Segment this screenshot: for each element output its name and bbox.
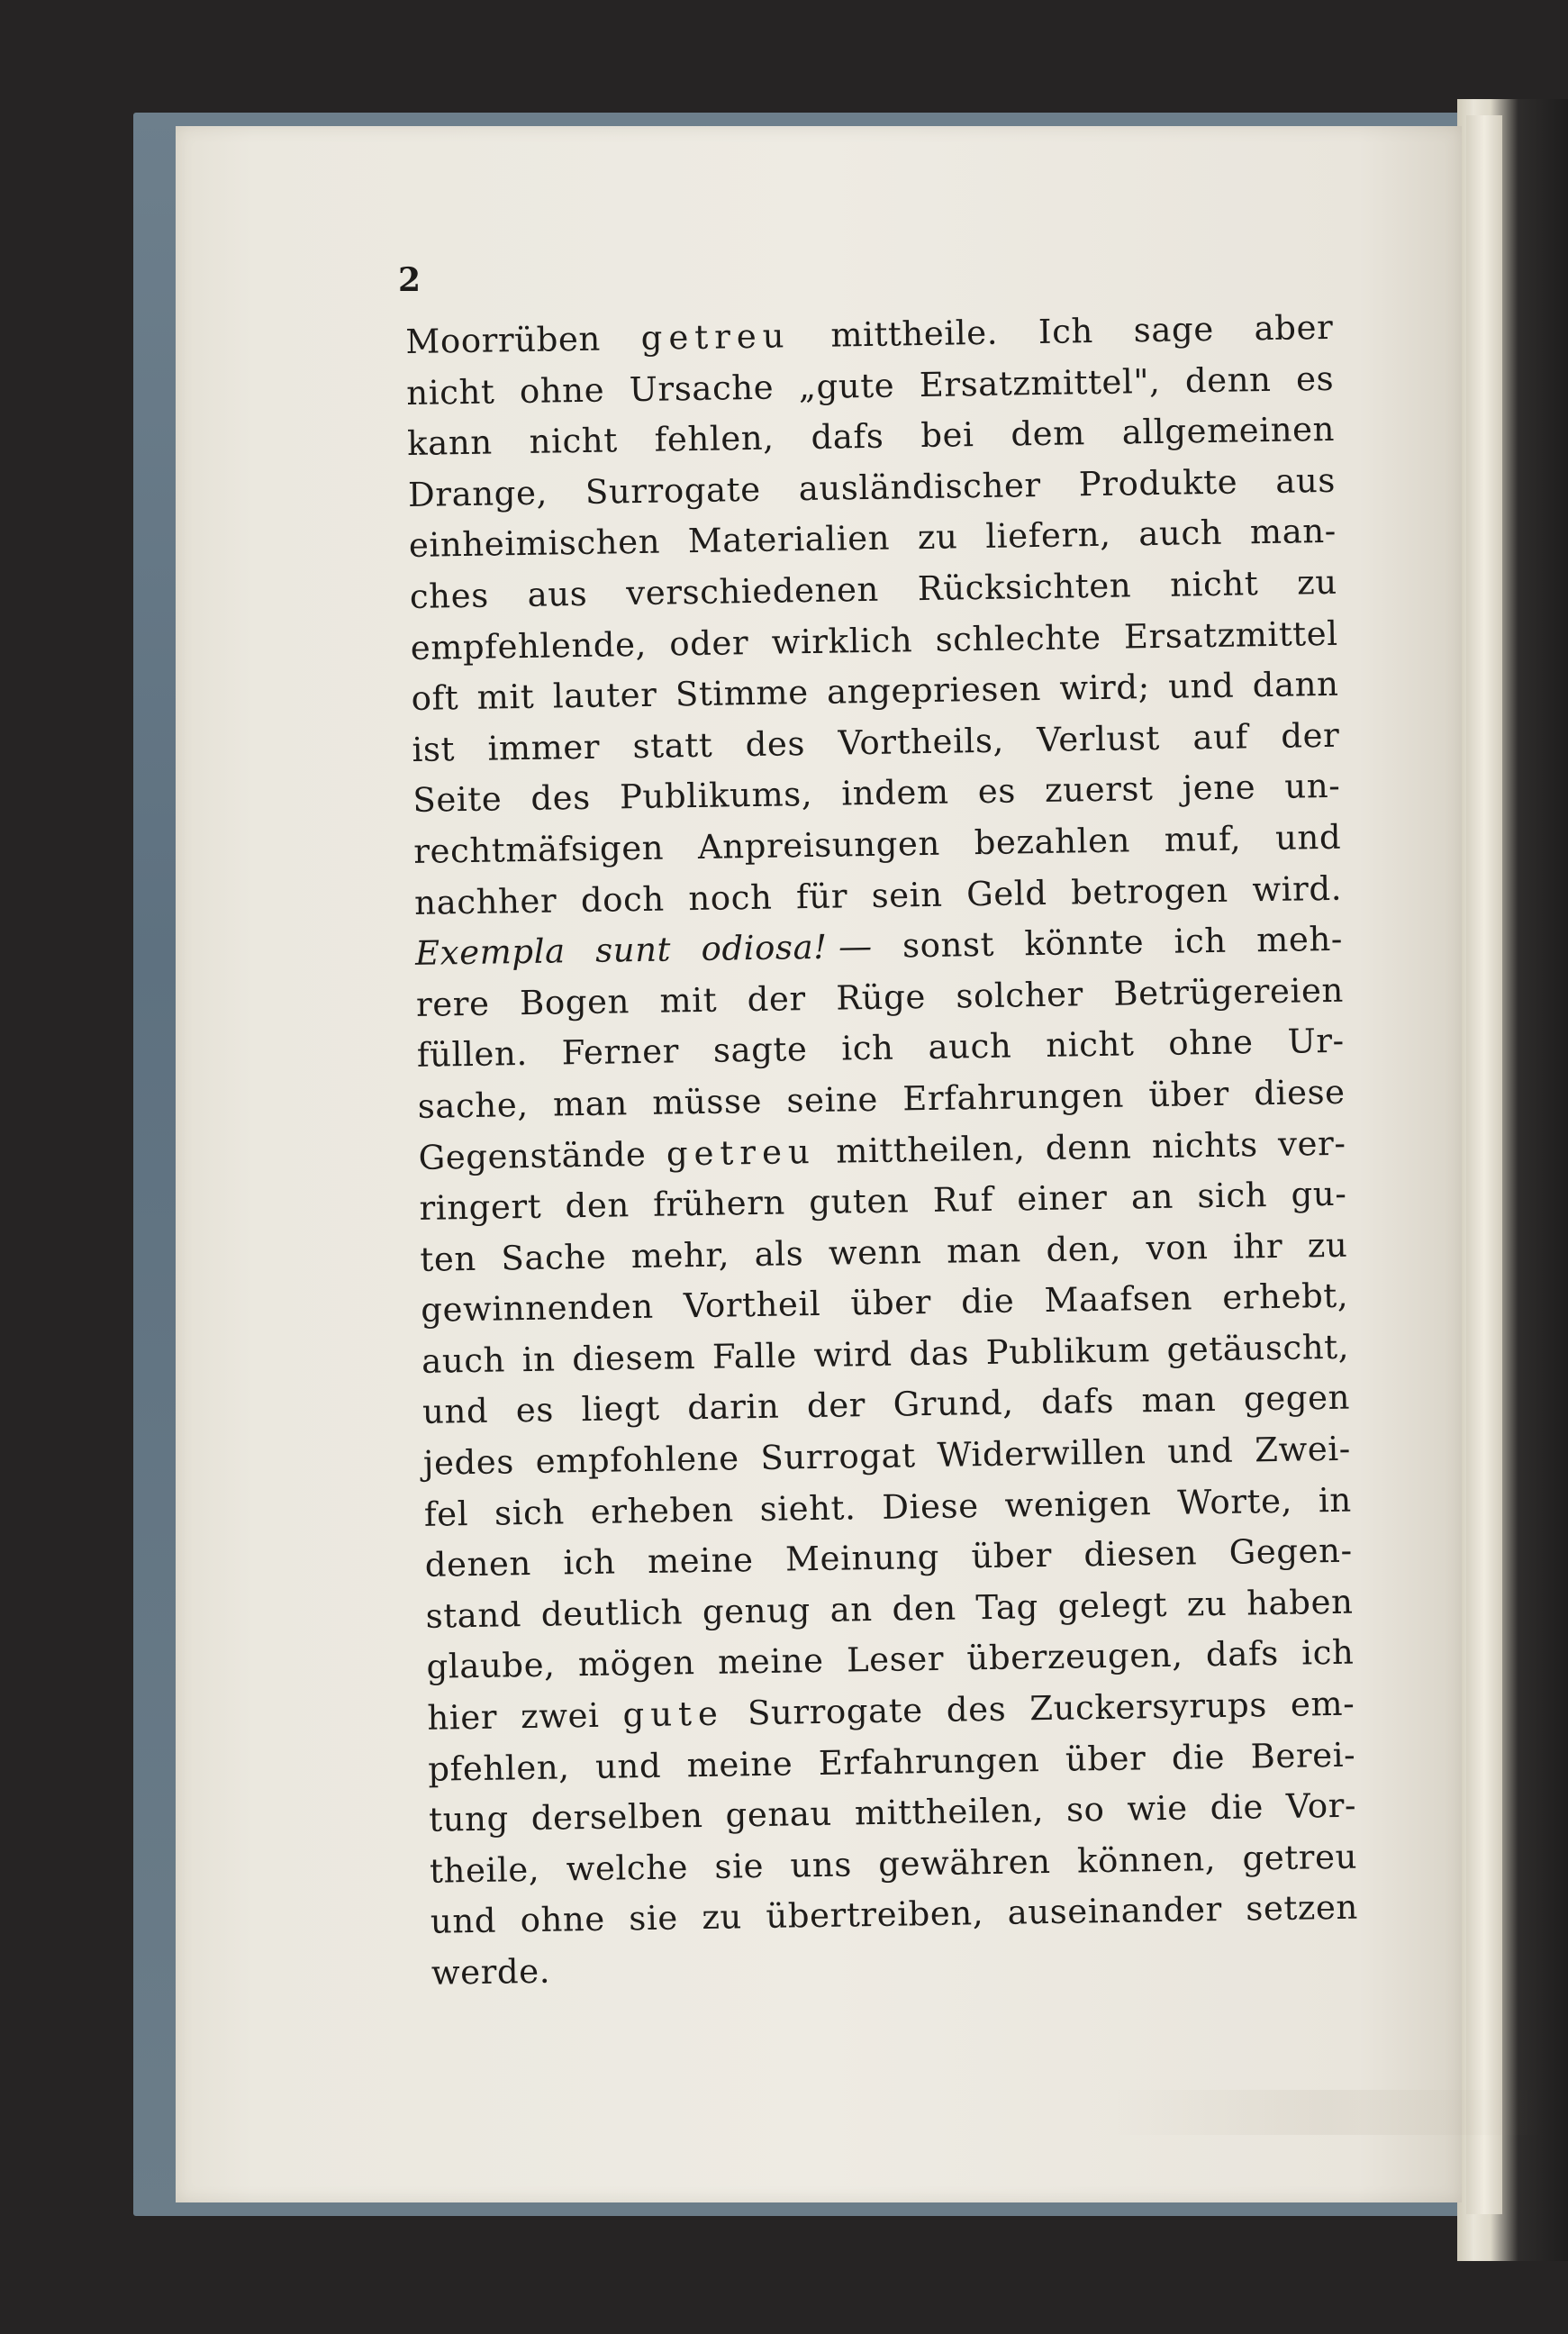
word: Surrogate [585,469,762,512]
word: Moorrüben [405,319,602,361]
word: em- [1290,1684,1355,1724]
word: übertreiben, [766,1894,984,1937]
word: oft [411,678,459,719]
word: Ferner [561,1031,680,1073]
word: und [1274,817,1342,858]
word: Ersatzmittel [1123,613,1338,657]
word: Betrügereien [1113,970,1345,1013]
word: es [515,1391,555,1430]
word: aus [1274,460,1337,501]
word: Gegenstände [418,1134,647,1177]
word: an [1130,1176,1174,1217]
word: es [1295,359,1335,399]
word: Ich [1038,312,1094,351]
word: statt [632,725,713,766]
word: Surrogate [747,1691,924,1733]
word: Ruf [932,1179,994,1221]
word: die [1171,1737,1226,1777]
word: Materialien [687,518,891,561]
word: ist [412,729,456,769]
word: des [745,723,806,764]
word: zu [1296,562,1338,603]
word: bezahlen [974,821,1131,863]
word: nicht [1045,1024,1135,1066]
word: Verlust [1036,718,1161,759]
word: hier [427,1697,498,1738]
word: lauter [552,675,657,716]
word: Vortheil [683,1285,821,1326]
word: ich [841,1028,894,1068]
word: aber [1254,307,1334,349]
word: mehr, [630,1235,730,1276]
word: erheben [590,1490,735,1531]
word: es [977,771,1017,812]
word: denn [1184,359,1272,400]
word: Seite [412,779,503,821]
word: ich [1301,1633,1355,1673]
word: Grund, [893,1384,1014,1425]
word: diesem [571,1337,696,1379]
word: Stimme [675,673,809,714]
word: noch [688,877,773,918]
word: zu [702,1897,743,1938]
word: wirklich [771,620,913,662]
word: rechtmäfsigen [412,828,665,871]
word: Surrogat [760,1436,917,1478]
word: gute [622,1694,725,1735]
word: sieht. [759,1487,857,1529]
word: fehlen, [654,418,775,459]
word: Maafsen [1044,1278,1193,1321]
word: dafs [1040,1382,1115,1422]
word: Sache [501,1237,607,1278]
word: oder [668,622,749,663]
word: ich [1174,921,1228,961]
word: meine [686,1744,793,1785]
word: zu [1307,1225,1348,1266]
word: einer [1017,1177,1108,1219]
word: Ur- [1287,1022,1346,1062]
word: tung [428,1799,510,1840]
word: ohne [519,370,605,411]
word: wie [1127,1788,1189,1829]
word: zwei [520,1695,600,1737]
word: Zuckersyrups [1029,1685,1268,1729]
show-through [1112,2090,1545,2135]
word: Publikums, [619,775,813,817]
word: zu [1186,1584,1228,1624]
word: dafs [811,416,884,458]
word: nicht [1169,564,1259,604]
word: gelegt [1057,1585,1168,1626]
word: wird [813,1334,893,1375]
word: getreu [1242,1837,1358,1878]
word: auch [421,1340,506,1381]
word: gu- [1291,1174,1347,1214]
word: den [892,1588,957,1629]
facing-page-edge [1466,115,1502,2214]
word: meine [717,1641,824,1683]
body-text [405,303,1359,2000]
word: Ersatzmittel", [919,361,1161,404]
word: Bogen [519,981,630,1022]
word: Drange, [407,473,548,514]
word: sie [629,1898,679,1939]
word: sein [871,875,943,915]
word: guten [808,1181,910,1222]
word: auch [928,1026,1012,1067]
word: Diese [882,1485,979,1527]
word: seine [786,1079,879,1121]
word: des [946,1689,1007,1730]
word: haben [1246,1582,1354,1623]
word: gegen [1243,1378,1351,1419]
word: und [421,1392,489,1432]
word: für [795,876,848,916]
word: so [1065,1790,1105,1830]
word: wird. [1252,868,1343,909]
word: ten [420,1239,477,1279]
word: ich [563,1542,616,1583]
word: an [829,1589,874,1630]
word: Produkte [1078,462,1238,504]
word: theile, [429,1849,540,1891]
word: Erfahrungen [818,1739,1040,1783]
word: und [1166,1430,1234,1471]
word: sie [714,1846,765,1886]
word: auf [1192,717,1249,758]
word: über [850,1283,932,1323]
word: das [909,1333,970,1374]
word: man [946,1231,1022,1271]
word: liefern, [984,515,1111,557]
word: werde. [431,1951,551,1993]
word: frühern [652,1183,786,1224]
word: schlechte [935,617,1101,659]
word: immer [487,727,601,768]
word: diese [1253,1072,1346,1113]
word: als [754,1233,804,1274]
word: auseinander [1007,1890,1223,1933]
word: glaube, [426,1646,556,1687]
word: sich [494,1493,566,1533]
word: uns [790,1845,853,1885]
word: Exempla [414,931,566,974]
word: des [530,778,592,819]
word: ver- [1277,1123,1346,1164]
word: odiosa! — [701,927,873,969]
word: und [1167,666,1235,706]
word: Zwei- [1254,1429,1352,1470]
word: aus [527,574,588,614]
word: ches [409,576,490,616]
word: über [971,1536,1053,1576]
word: jene [1182,767,1256,808]
word: derselben [530,1796,703,1839]
word: und [430,1902,497,1942]
word: jedes [422,1442,515,1483]
word: man- [1249,512,1337,552]
word: welche [566,1848,689,1889]
word: empfehlende, [410,624,648,668]
word: setzen [1245,1888,1359,1929]
word: den [565,1185,630,1226]
word: Vor- [1285,1785,1357,1827]
word: sunt [594,930,672,970]
word: meh- [1255,919,1344,960]
word: erhebt, [1221,1276,1349,1318]
word: nichts [1151,1124,1258,1166]
word: nachher [413,880,557,922]
word: muf, [1164,819,1242,859]
word: wenn [828,1231,922,1273]
word: Anpreisungen [697,823,941,867]
word: getreu [666,1131,817,1174]
word: solcher [956,974,1084,1016]
word: man [1141,1380,1217,1421]
word: denen [424,1544,532,1585]
word: Gegen- [1228,1530,1353,1573]
word: empfohlene [535,1439,739,1481]
word: deutlich [540,1593,684,1634]
word: mit [659,980,718,1021]
word: dafs [1205,1634,1280,1675]
word: betrogen [1070,870,1229,912]
word: Leser [846,1639,945,1680]
word: sich [1197,1176,1268,1216]
word: und [594,1746,662,1786]
word: mittheilen, [835,1128,1026,1171]
word: Ursache [629,368,775,409]
word: mittheile. [830,313,999,355]
word: auch [1137,513,1223,554]
word: Worte, [1176,1481,1293,1522]
word: angepriesen [826,669,1042,712]
word: diesen [1083,1533,1198,1575]
word: Vortheils, [838,721,1005,763]
word: doch [580,879,666,920]
word: man [552,1084,629,1124]
word: allgemeinen [1121,409,1336,452]
word: sonst [902,924,995,966]
word: mittheilen, [854,1791,1045,1833]
word: „gute [798,366,895,406]
word: ihr [1232,1226,1283,1267]
word: darin [686,1387,780,1428]
word: Rücksichten [917,566,1132,609]
word: stand [425,1594,522,1636]
word: liegt [581,1389,660,1430]
word: bei [920,415,974,456]
word: der [747,978,807,1019]
word: überzeugen, [966,1636,1183,1678]
word: ohne [520,1900,606,1940]
word: rere [415,984,490,1024]
word: denn [1045,1126,1132,1167]
word: die [1210,1787,1264,1828]
word: un- [1283,767,1341,807]
word: ohne [1168,1022,1254,1064]
word: füllen. [416,1034,529,1076]
word: ringert [419,1186,542,1228]
word: getäuscht, [1166,1327,1350,1369]
word: Publikum [985,1330,1151,1372]
word: pfehlen, [427,1747,570,1789]
word: in [521,1340,556,1379]
word: zu [917,517,958,558]
word: gewähren [877,1841,1051,1884]
word: nicht [529,421,619,462]
word: über [1148,1074,1230,1115]
word: der [806,1385,866,1426]
word: müsse [651,1081,763,1122]
word: dem [1011,413,1086,454]
word: wenigen [1004,1483,1152,1525]
word: sage [1133,309,1215,350]
word: mit [476,677,535,717]
word: genau [725,1794,833,1835]
word: kann [406,422,494,464]
word: ausländischer [798,465,1042,508]
word: verschiedenen [625,569,880,613]
page-number: 2 [398,261,421,299]
word: können, [1076,1839,1217,1881]
word: die [960,1281,1015,1321]
word: dann [1252,664,1339,705]
word: zuerst [1044,769,1154,811]
word: nicht [405,372,495,413]
word: fel [423,1494,469,1534]
word: Tag [975,1586,1039,1628]
word: indem [840,772,949,813]
word: mögen [577,1643,696,1685]
word: Meinung [784,1538,940,1579]
word: Berei- [1250,1735,1356,1776]
word: gewinnenden [420,1287,655,1330]
word: genug [702,1590,811,1631]
word: den, [1046,1229,1122,1269]
word: über [1065,1738,1147,1779]
word: Widerwillen [937,1432,1147,1475]
word: wird; [1059,668,1151,708]
word: meine [647,1540,754,1582]
word: von [1146,1227,1209,1267]
word: in [1318,1480,1353,1520]
word: Rüge [835,976,927,1018]
word: sagte [712,1030,808,1071]
word: Erfahrungen [902,1076,1125,1119]
word: getreu [640,316,791,358]
word: sache, [417,1085,529,1126]
word: der [1280,715,1340,756]
word: Falle [711,1336,798,1376]
word: Geld [965,873,1047,913]
word: könnte [1024,922,1145,964]
word: einheimischen [408,522,661,566]
